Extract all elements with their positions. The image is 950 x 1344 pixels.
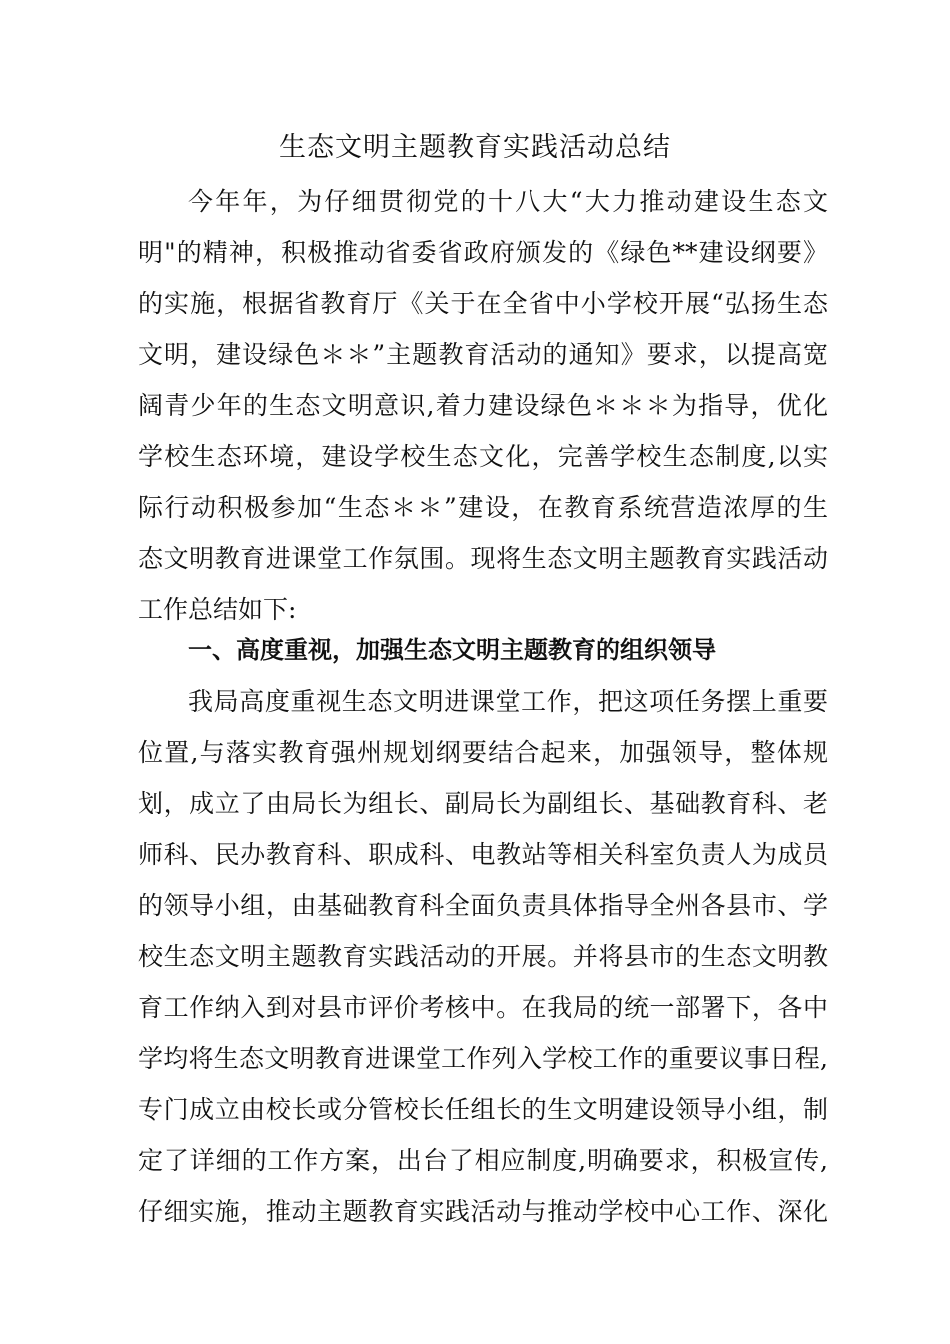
paragraph-line: 我局高度重视生态文明进课堂工作，把这项任务摆上重要 [188,687,828,716]
paragraph-line: 划，成立了由局长为组长、副局长为副组长、基础教育科、老 [138,789,828,818]
paragraph-line: 际行动积极参加“生态＊＊”建设，在教育系统营造浓厚的生 [138,493,828,522]
paragraph-line: 的领导小组，由基础教育科全面负责具体指导全州各县市、学 [138,891,828,920]
paragraph-line: 工作总结如下: [138,595,297,624]
paragraph-line: 位置,与落实教育强州规划纲要结合起来，加强领导，整体规 [138,738,828,767]
paragraph-line: 校生态文明主题教育实践活动的开展。并将县市的生态文明教 [138,942,828,971]
paragraph-line: 明"的精神，积极推动省委省政府颁发的《绿色**建设纲要》 [138,238,828,267]
paragraph-line: 阔青少年的生态文明意识,着力建设绿色＊＊＊为指导，优化 [138,391,828,420]
paragraph-line: 的实施，根据省教育厅《关于在全省中小学校开展“弘扬生态 [138,289,828,318]
section-paragraph [138,676,828,1237]
paragraph-line: 仔细实施，推动主题教育实践活动与推动学校中心工作、深化 [138,1197,828,1226]
paragraph-line: 育工作纳入到对县市评价考核中。在我局的统一部署下，各中 [138,993,828,1022]
document-title: 生态文明主题教育实践活动总结 [279,132,671,163]
intro-paragraph [138,176,828,635]
paragraph-line: 文明，建设绿色＊＊”主题教育活动的通知》要求，以提高宽 [138,340,828,369]
paragraph-line: 定了详细的工作方案，出台了相应制度,明确要求，积极宣传, [138,1146,828,1175]
paragraph-line: 态文明教育进课堂工作氛围。现将生态文明主题教育实践活动 [138,544,828,573]
section-heading: 一、高度重视，加强生态文明主题教育的组织领导 [188,636,716,664]
paragraph-line: 今年年，为仔细贯彻党的十八大“大力推动建设生态文 [188,187,828,216]
paragraph-line: 师科、民办教育科、职成科、电教站等相关科室负责人为成员 [138,840,828,869]
paragraph-line: 专门成立由校长或分管校长任组长的生文明建设领导小组，制 [138,1095,828,1124]
paragraph-line: 学校生态环境，建设学校生态文化，完善学校生态制度,以实 [138,442,828,471]
paragraph-line: 学均将生态文明教育进课堂工作列入学校工作的重要议事日程, [138,1044,828,1073]
